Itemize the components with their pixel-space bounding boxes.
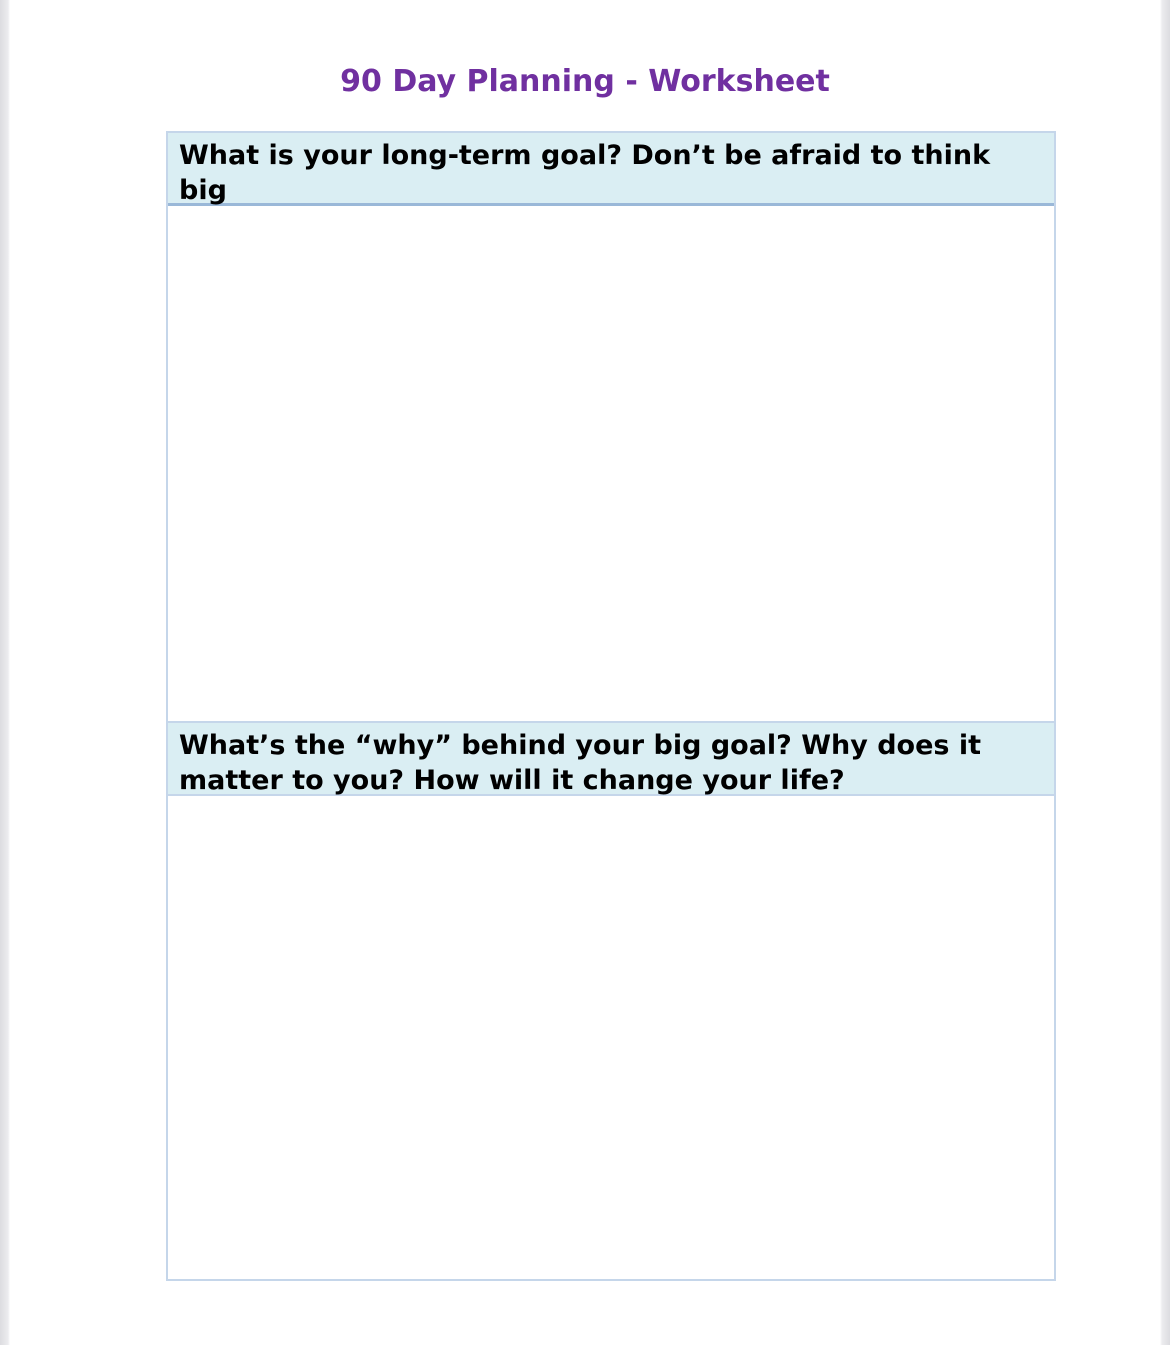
worksheet-title: 90 Day Planning - Worksheet bbox=[340, 64, 830, 99]
answer-area-long-term-goal[interactable] bbox=[168, 209, 1054, 721]
question-why-behind-goal: What’s the “why” behind your big goal? Why does it matter to you? How will it change your life? bbox=[168, 721, 1054, 796]
worksheet-table bbox=[166, 131, 1056, 1281]
question-long-term-goal: What is your long-term goal? Don’t be afraid to think big bbox=[168, 133, 1054, 206]
answer-area-why-behind-goal[interactable] bbox=[168, 796, 1054, 1279]
